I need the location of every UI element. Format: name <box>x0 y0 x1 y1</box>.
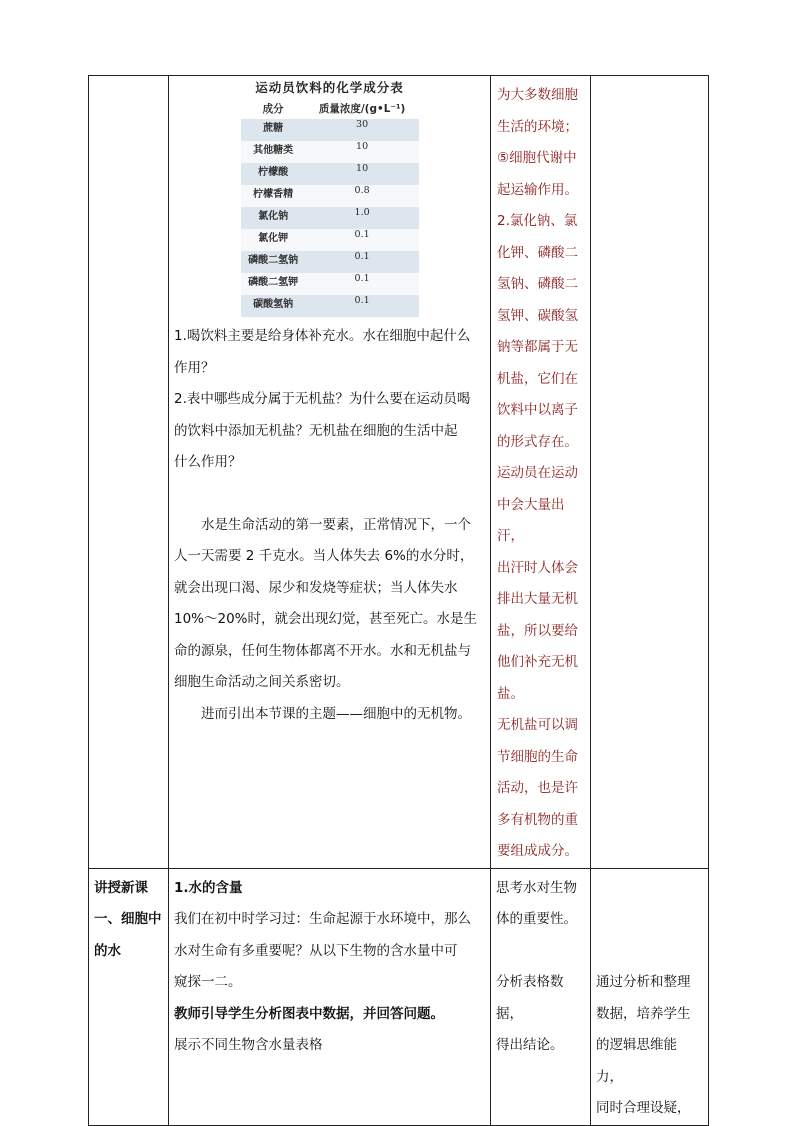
answer-line: 多有机物的重 <box>497 811 578 828</box>
stage-label-line: 的水 <box>94 942 121 959</box>
stage-label-line: 一、细胞中 <box>94 911 162 927</box>
student-activity-cell <box>491 868 591 1125</box>
answer-line: 氢钾、碳酸氢 <box>497 307 578 324</box>
ingredient-value: 30 <box>306 119 419 141</box>
paragraph-line: 细胞生命活动之间关系密切。 <box>174 674 350 690</box>
intent-line: 数据，培养学生 <box>596 1005 691 1022</box>
lesson-plan-table <box>88 75 709 1126</box>
table-row <box>89 76 709 869</box>
drink-composition-table <box>241 97 419 317</box>
intent-line: 同时合理设疑， <box>596 1100 691 1116</box>
question-2-line: 什么作用？ <box>174 454 242 470</box>
ingredient-name: 磷酸二氢钠 <box>241 251 306 273</box>
ingredient-value: 0.1 <box>306 273 419 295</box>
question-2-line: 的饮料中添加无机盐？无机盐在细胞的生活中起 <box>174 422 458 439</box>
ingredient-name: 柠檬酸 <box>241 163 306 185</box>
table-row <box>89 868 709 1125</box>
spacer <box>596 873 703 968</box>
ingredient-value: 0.1 <box>306 295 419 317</box>
table-row <box>241 141 419 163</box>
ingredient-name: 蔗糖 <box>241 119 306 141</box>
ingredient-name: 氯化钠 <box>241 207 306 229</box>
ingredient-value: 10 <box>306 141 419 163</box>
answer-line: 氢钠、磷酸二 <box>497 276 578 292</box>
answer-line: ⑤细胞代谢中 <box>497 150 577 166</box>
answer-line: 节细胞的生命 <box>497 748 578 765</box>
ingredient-name: 碳酸氢钠 <box>241 295 306 317</box>
ingredient-name: 柠檬香精 <box>241 185 306 207</box>
questions-block <box>169 317 490 730</box>
ingredient-value: 0.8 <box>306 185 419 207</box>
stage-label <box>89 869 168 968</box>
design-intent-cell <box>591 868 709 1125</box>
ingredient-value: 1.0 <box>306 207 419 229</box>
paragraph-line: 10%～20%时，就会出现幻觉，甚至死亡。水是生 <box>174 611 478 627</box>
activity-line: 分析表格数据， <box>496 974 564 1022</box>
ingredient-value: 0.1 <box>306 229 419 251</box>
column-header: 成分 <box>241 97 306 119</box>
content-line: 我们在初中时学习过：生命起源于水环境中，那么 <box>174 911 471 927</box>
answer-line: 化钾、磷酸二 <box>497 244 578 261</box>
content-line: 窥探一二。 <box>174 974 242 990</box>
answer-line: 活动，也是许 <box>497 780 578 796</box>
teacher-activity-cell <box>169 868 491 1125</box>
student-activity-cell <box>491 76 591 869</box>
table-row <box>241 251 419 273</box>
table-row <box>241 229 419 251</box>
table-row <box>241 185 419 207</box>
teacher-activity-cell <box>169 76 491 869</box>
content-line: 水对生命有多重要呢？从以下生物的含水量中可 <box>174 942 458 959</box>
stage-label-line: 讲授新课 <box>94 879 148 896</box>
stage-cell <box>89 76 169 869</box>
answer-line: 2.氯化钠、氯 <box>497 213 578 229</box>
table-row <box>241 163 419 185</box>
answer-line: 机盐，它们在 <box>497 370 578 387</box>
answer-line: 起运输作用。 <box>497 181 578 198</box>
column-header: 质量浓度/(g•L⁻¹) <box>306 97 419 119</box>
paragraph-line: 人一天需要 2 千克水。当人体失去 6%的水分时， <box>174 548 474 564</box>
answer-line: 盐。 <box>497 685 524 702</box>
paragraph-line: 水是生命活动的第一要素，正常情况下，一个 <box>201 516 471 533</box>
drink-composition-figure <box>239 76 421 317</box>
design-intent-text <box>591 869 708 1125</box>
answer-line: 运动员在运动 <box>497 465 578 481</box>
design-intent-cell <box>591 76 709 869</box>
answer-line: 的形式存在。 <box>497 433 578 450</box>
answer-line: 盐，所以要给 <box>497 622 578 639</box>
section-heading: 1.水的含量 <box>174 879 243 896</box>
answer-line: 饮料中以离子 <box>497 402 578 418</box>
answer-line: 他们补充无机 <box>497 654 578 670</box>
ingredient-name: 氯化钾 <box>241 229 306 251</box>
question-1-line: 作用？ <box>174 359 215 376</box>
paragraph-line: 就会出现口渴、尿少和发烧等症状；当人体失水 <box>174 579 458 596</box>
answer-line: 中会大量出汗， <box>497 496 565 544</box>
answer-line: 为大多数细胞 <box>497 87 578 103</box>
answer-block <box>491 76 590 868</box>
ingredient-name: 磷酸二氢钾 <box>241 273 306 295</box>
table-row <box>241 207 419 229</box>
table-row <box>241 295 419 317</box>
answer-line: 无机盐可以调 <box>497 717 578 733</box>
answer-line: 出汗时人体会 <box>497 559 578 576</box>
question-1-line: 1.喝饮料主要是给身体补充水。水在细胞中起什么 <box>174 328 471 344</box>
answer-line: 钠等都属于无 <box>497 339 578 355</box>
student-activity-text <box>491 869 590 1062</box>
teaching-content <box>169 869 490 1062</box>
table-row <box>241 273 419 295</box>
table-row <box>241 119 419 141</box>
paragraph-line: 命的源泉，任何生物体都离不开水。水和无机盐与 <box>174 642 471 659</box>
content-line: 展示不同生物含水量表格 <box>174 1037 323 1053</box>
answer-line: 排出大量无机 <box>497 591 578 607</box>
spacer <box>496 936 585 968</box>
activity-line: 思考水对生物 <box>496 879 577 896</box>
ingredient-name: 其他糖类 <box>241 141 306 163</box>
activity-line: 体的重要性。 <box>496 911 577 927</box>
stage-cell <box>89 868 169 1125</box>
topic-intro-line: 进而引出本节课的主题——细胞中的无机物。 <box>201 705 471 722</box>
ingredient-value: 10 <box>306 163 419 185</box>
question-2-line: 2.表中哪些成分属于无机盐？为什么要在运动员喝 <box>174 391 471 407</box>
answer-line: 要组成成分。 <box>497 843 578 859</box>
answer-line: 生活的环境； <box>497 118 578 135</box>
ingredient-value: 0.1 <box>306 251 419 273</box>
activity-line: 得出结论。 <box>496 1037 564 1053</box>
intent-line: 的逻辑思维能力， <box>596 1037 677 1085</box>
intent-line: 通过分析和整理 <box>596 974 691 990</box>
teacher-guidance-line: 教师引导学生分析图表中数据，并回答问题。 <box>174 1005 444 1022</box>
drink-table-title: 运动员饮料的化学成分表 <box>255 80 404 95</box>
